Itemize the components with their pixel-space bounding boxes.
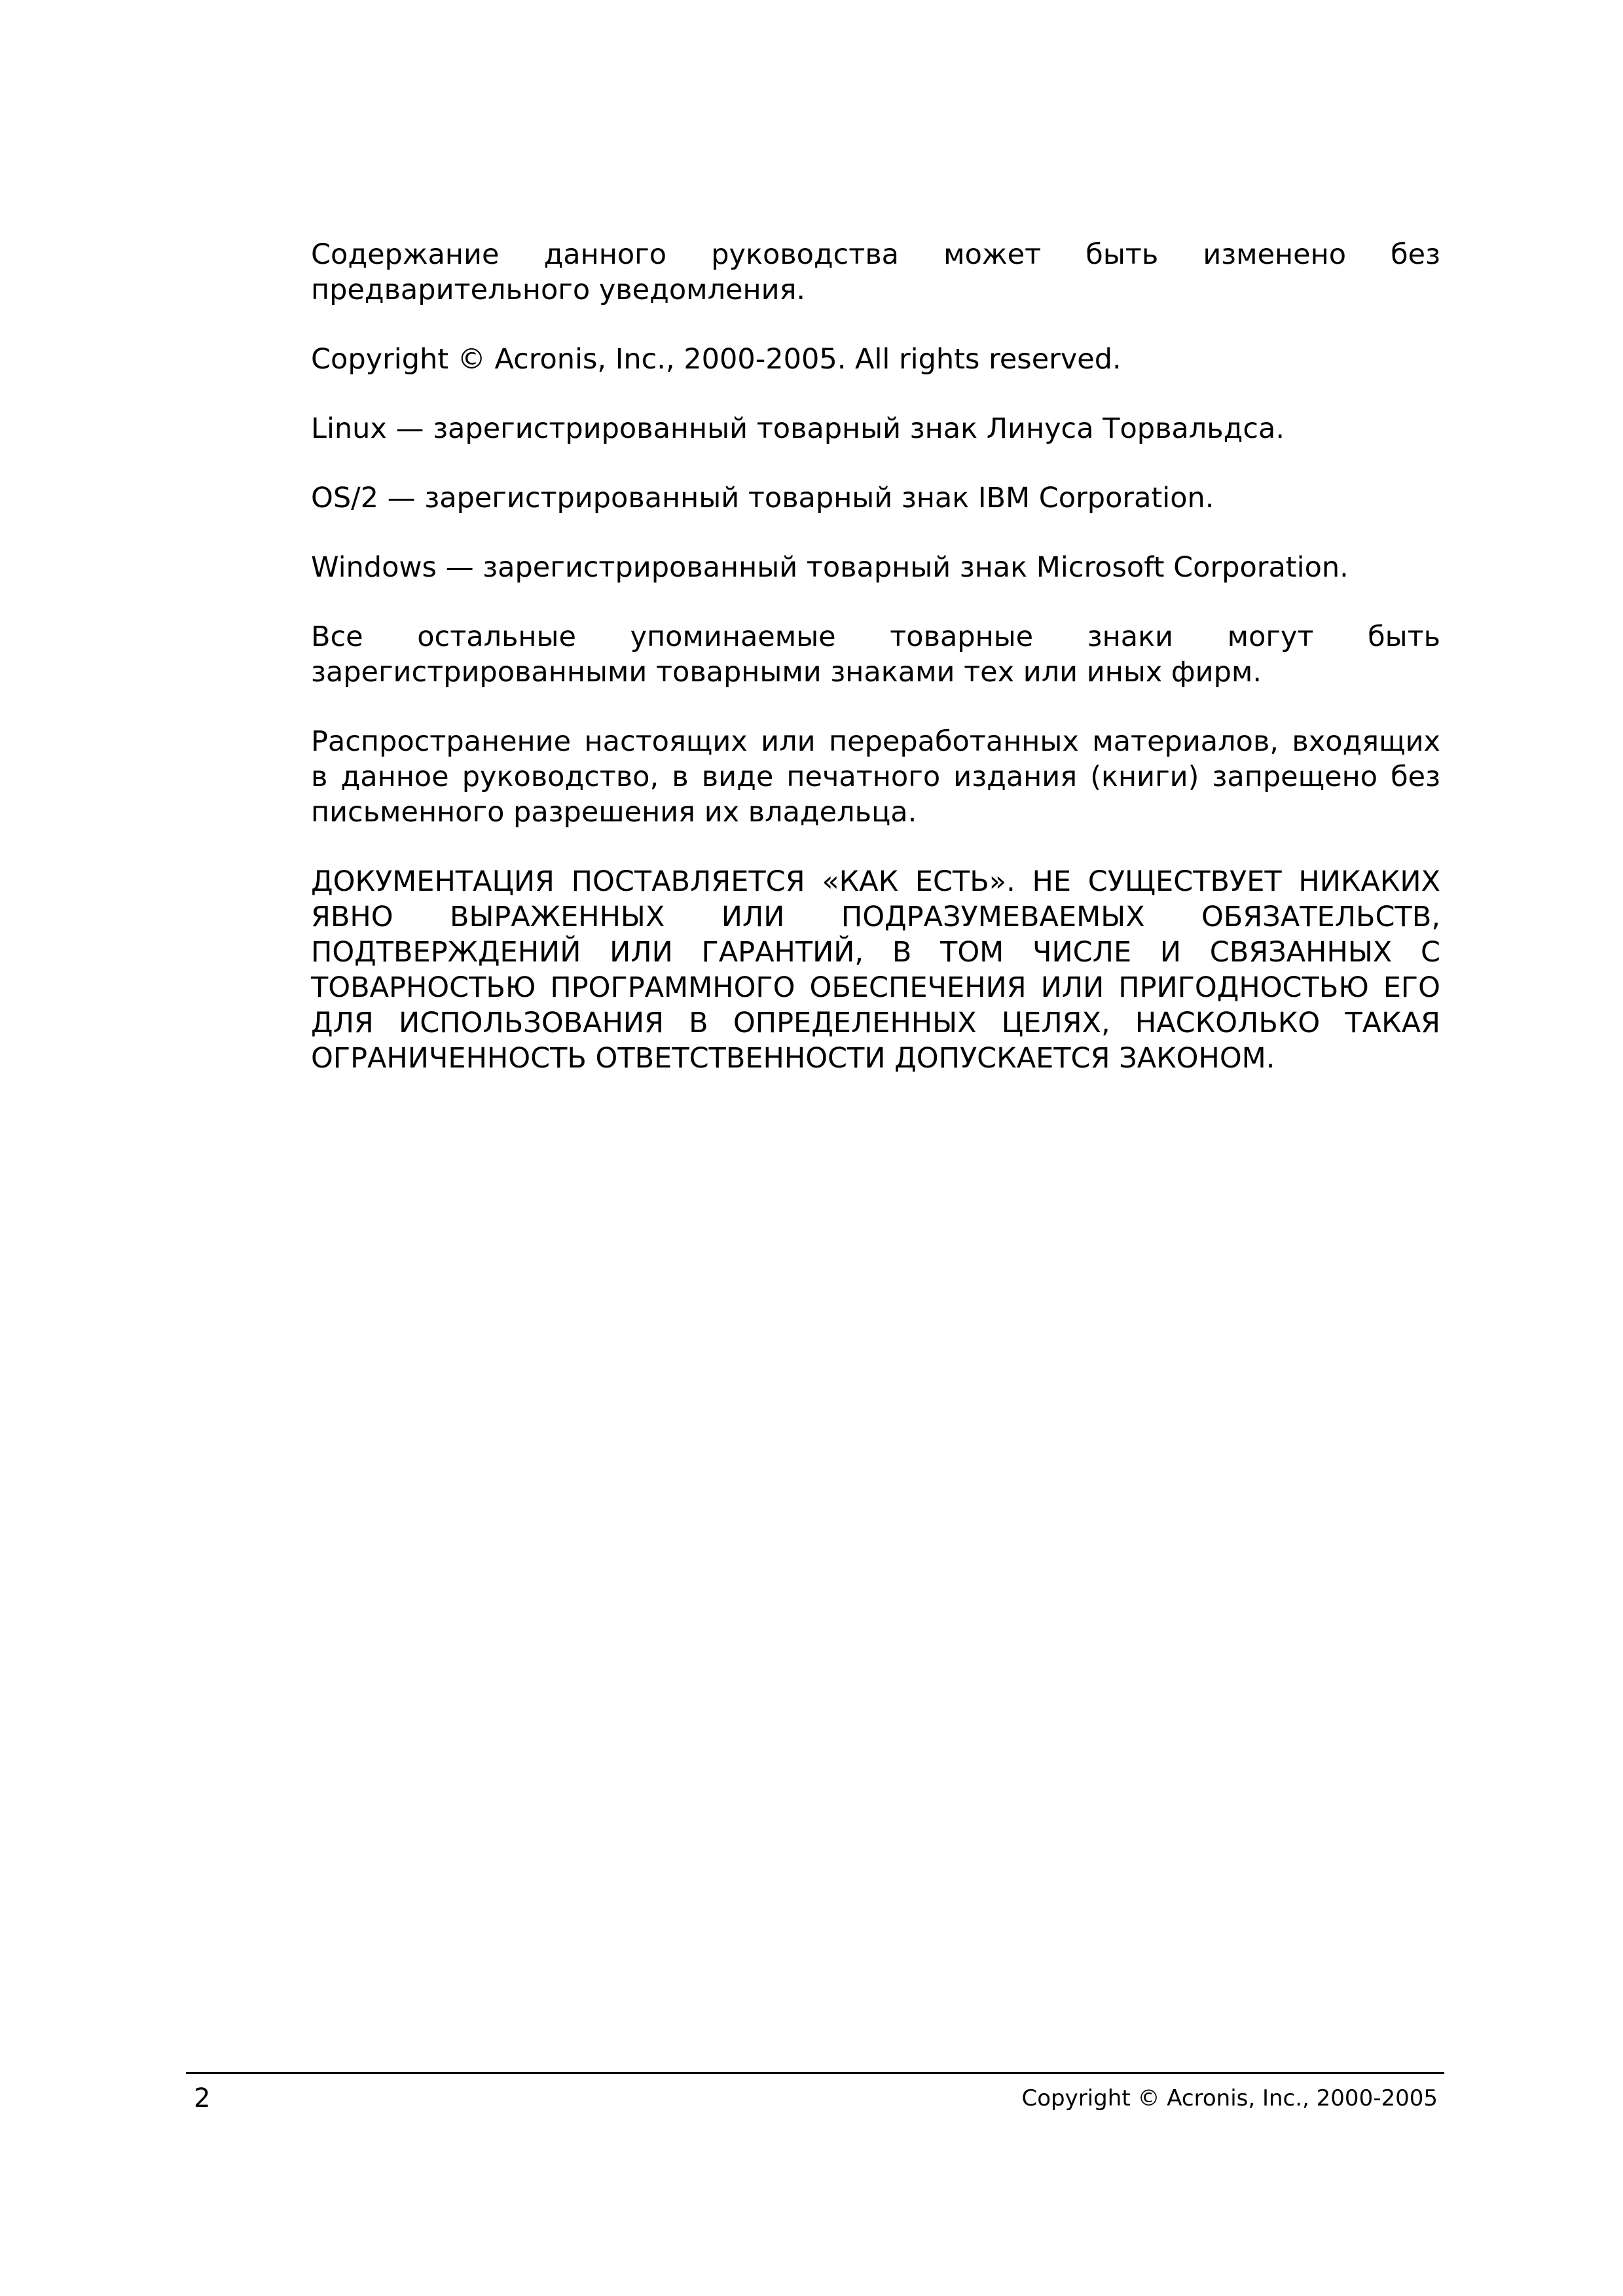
distribution-paragraph: Распространение настоящих или переработанных материалов, входящих в данное руководство, в виде печатного издания (книги) запрещено без письменного разрешения их владельца. [311,725,1440,829]
disclaimer-paragraph: ДОКУМЕНТАЦИЯ ПОСТАВЛЯЕТСЯ «КАК ЕСТЬ». НЕ СУЩЕСТВУЕТ НИКАКИХ ЯВНО ВЫРАЖЕННЫХ ИЛИ ПОДРАЗУМЕВАЕМЫХ ОБЯЗАТЕЛЬСТВ, ПОДТВЕРЖДЕНИЙ ИЛИ ГАРАНТИЙ, В ТОМ ЧИСЛЕ И СВЯЗАННЫХ С ТОВАРНОСТЬЮ ПРОГРАММНОГО ОБЕСПЕЧЕНИЯ ИЛИ ПРИГОДНОСТЬЮ ЕГО ДЛЯ ИСПОЛЬЗОВАНИЯ В ОПРЕДЕЛЕННЫХ ЦЕЛЯХ, НАСКОЛЬКО ТАКАЯ ОГРАНИЧЕННОСТЬ ОТВЕТСТВЕННОСТИ ДОПУСКАЕТСЯ ЗАКОНОМ. [311,865,1440,1075]
other-trademarks-paragraph: Все остальные упоминаемые товарные знаки могут быть зарегистрированными товарными знаками тех или иных фирм. [311,620,1440,689]
os2-trademark-paragraph: OS/2 — зарегистрированный товарный знак IBM Corporation. [311,482,1214,514]
footer-divider [186,2072,1444,2074]
notice-paragraph: Содержание данного руководства может быть изменено без предварительного уведомления. [311,238,1440,306]
linux-trademark-paragraph: Linux — зарегистрированный товарный знак Линуса Торвальдса. [311,412,1285,445]
footer-copyright: Copyright © Acronis, Inc., 2000-2005 [1021,2085,1438,2111]
document-body [311,237,1440,1110]
windows-trademark-paragraph: Windows — зарегистрированный товарный знак Microsoft Corporation. [311,551,1349,584]
copyright-paragraph: Copyright © Acronis, Inc., 2000-2005. All rights reserved. [311,343,1122,376]
page-number: 2 [194,2083,211,2113]
